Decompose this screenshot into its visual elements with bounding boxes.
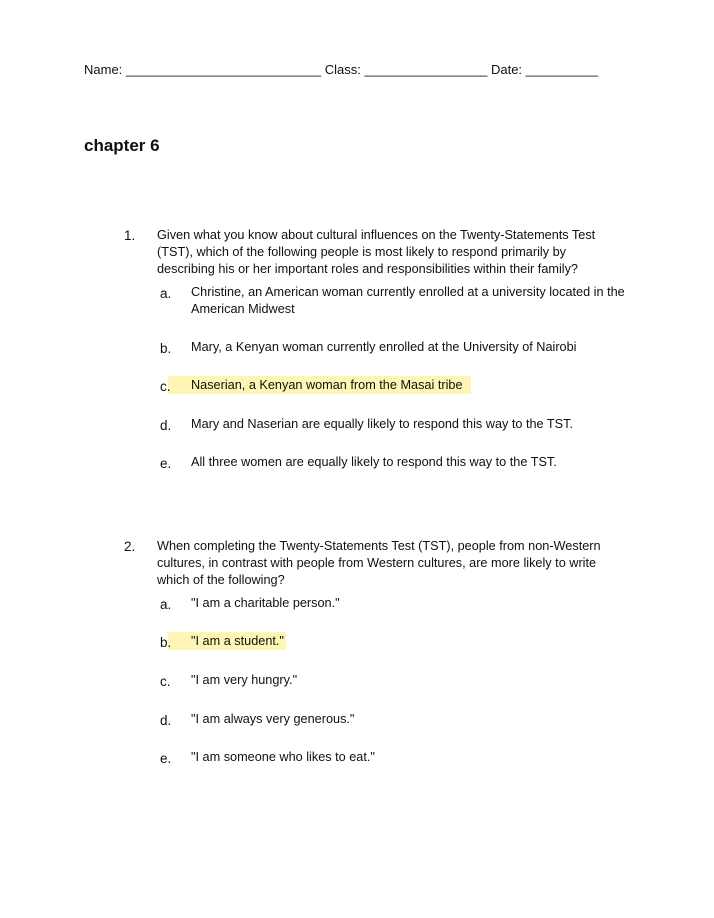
option-letter: c. [160,674,171,689]
question-text: Given what you know about cultural influences on the Twenty-Statements Test (TST), which of the following people is most likely to respond primarily by describing his or her important roles and responsibilities within their family? [157,228,596,276]
option-text: "I am a student." [191,634,284,648]
option-text: "I am very hungry." [191,673,298,687]
option-text: Mary, a Kenyan woman currently enrolled at the University of Nairobi [191,340,577,354]
option-text: "I am always very generous." [191,712,355,726]
option-text: Naserian, a Kenyan woman from the Masai tribe [191,378,463,392]
chapter-title: chapter 6 [84,136,160,155]
option-letter: c. [160,379,171,394]
option-letter: b. [160,341,172,356]
option-text: All three women are equally likely to respond this way to the TST. [191,455,557,469]
header-fields-line: Name: ___________________________ Class: _________________ Date: __________ [84,62,598,77]
option-letter: a. [160,286,172,301]
option-letter: b. [160,635,172,650]
option-text: "I am a charitable person." [191,596,340,610]
option-text: Mary and Naserian are equally likely to respond this way to the TST. [191,417,573,431]
option-letter: d. [160,713,172,728]
option-text: "I am someone who likes to eat." [191,750,375,764]
option-letter: e. [160,456,172,471]
question-number: 1. [124,228,136,243]
option-text: Christine, an American woman currently enrolled at a university located in the American Midwest [191,285,625,316]
option-letter: e. [160,751,172,766]
question-text: When completing the Twenty-Statements Test (TST), people from non-Western cultures, in contrast with people from Western cultures, are more likely to write which of the following? [157,539,601,587]
option-letter: d. [160,418,172,433]
question-number: 2. [124,539,136,554]
option-letter: a. [160,597,172,612]
